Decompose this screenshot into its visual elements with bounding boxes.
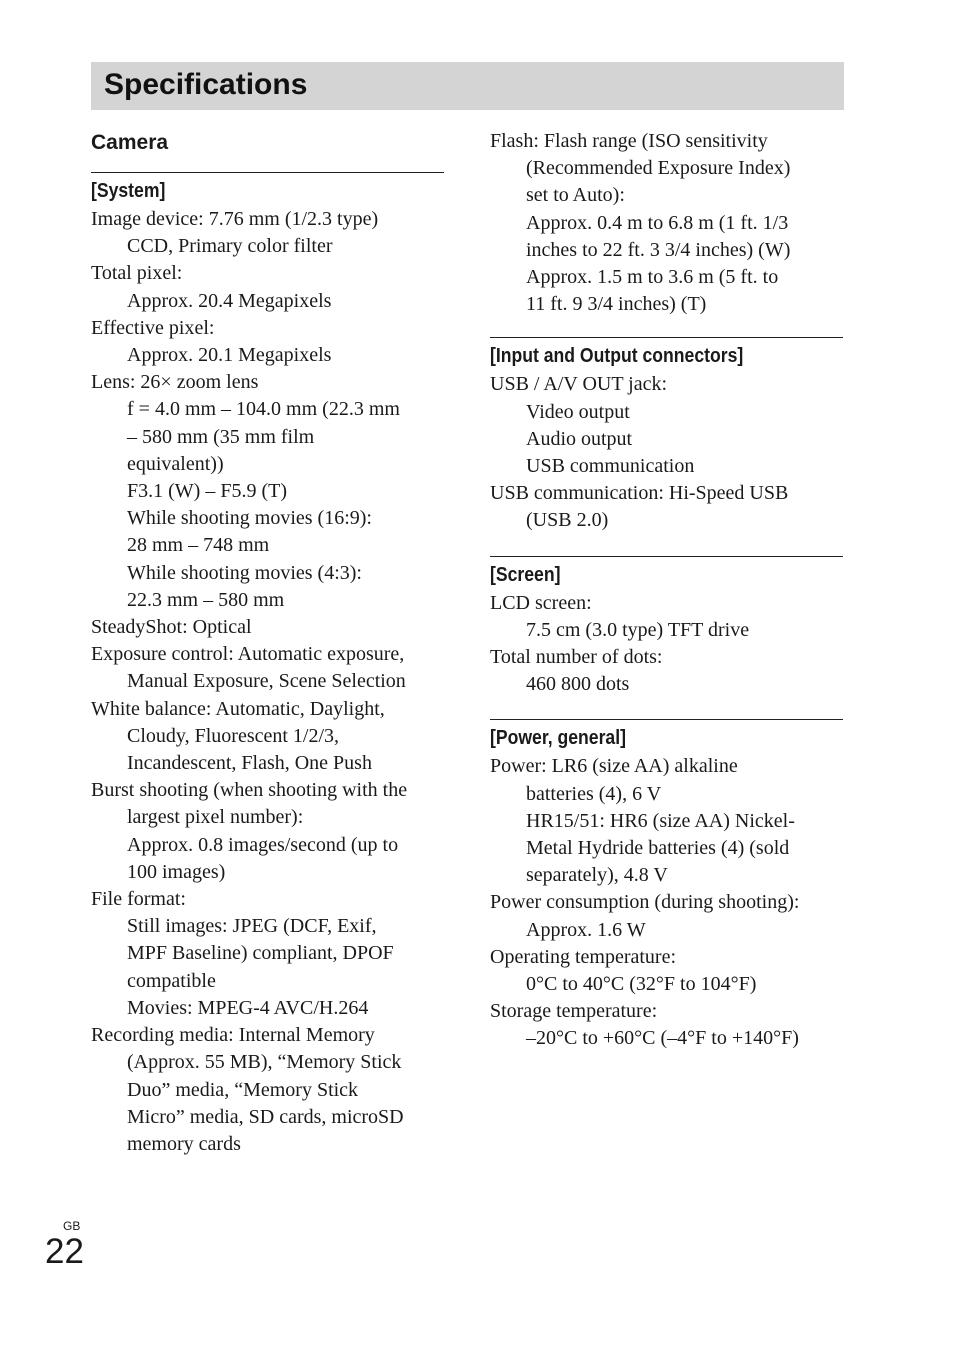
spec-line: set to Auto):	[526, 184, 625, 207]
spec-line: Lens: 26× zoom lens	[91, 371, 259, 394]
spec-list	[490, 371, 843, 534]
spec-line: LCD screen:	[490, 591, 592, 614]
spec-line: Approx. 0.4 m to 6.8 m (1 ft. 1/3	[526, 211, 789, 234]
spec-line: Recording media: Internal Memory	[91, 1024, 375, 1047]
spec-line: Movies: MPEG-4 AVC/H.264	[127, 996, 369, 1019]
spec-line: 28 mm – 748 mm	[127, 534, 270, 557]
spec-line: SteadyShot: Optical	[91, 616, 252, 639]
right-sections	[490, 337, 846, 1052]
spec-line: Total number of dots:	[490, 646, 663, 669]
spec-line: separately), 4.8 V	[526, 864, 668, 887]
spec-line: F3.1 (W) – F5.9 (T)	[127, 480, 287, 503]
left-column	[91, 128, 447, 1179]
spec-line: Storage temperature:	[490, 1000, 658, 1023]
spec-line: 100 images)	[127, 860, 226, 883]
spec-line: 7.5 cm (3.0 type) TFT drive	[526, 618, 750, 641]
spec-line: Still images: JPEG (DCF, Exif,	[127, 915, 377, 938]
spec-line: Operating temperature:	[490, 945, 677, 968]
spec-line: Metal Hydride batteries (4) (sold	[526, 837, 790, 860]
section-heading: [Power, general]	[490, 727, 626, 750]
spec-line: Approx. 1.5 m to 3.6 m (5 ft. to	[526, 266, 779, 289]
spec-line: Effective pixel:	[91, 316, 215, 339]
spec-line: Micro” media, SD cards, microSD	[127, 1105, 404, 1128]
spec-line: USB / A/V OUT jack:	[490, 373, 668, 396]
spec-line: Incandescent, Flash, One Push	[127, 752, 372, 775]
spec-line: 22.3 mm – 580 mm	[127, 588, 285, 611]
spec-line: File format:	[91, 888, 186, 911]
spec-line: (Approx. 55 MB), “Memory Stick	[127, 1051, 402, 1074]
spec-line: White balance: Automatic, Daylight,	[91, 697, 385, 720]
spec-line: –20°C to +60°C (–4°F to +140°F)	[526, 1027, 799, 1050]
camera-heading: Camera	[91, 131, 169, 154]
spec-line: Approx. 0.8 images/second (up to	[127, 833, 399, 856]
spec-list	[490, 590, 843, 699]
spec-line: 460 800 dots	[526, 673, 630, 696]
system-spec-list	[91, 206, 444, 1158]
section-heading: [Input and Output connectors]	[490, 345, 744, 368]
right-column	[490, 128, 846, 1074]
section-heading: [Screen]	[490, 563, 561, 586]
spec-line: equivalent))	[127, 452, 224, 475]
spec-line: Duo” media, “Memory Stick	[127, 1078, 359, 1101]
system-heading: [System]	[91, 180, 166, 202]
spec-line: MPF Baseline) compliant, DPOF	[127, 942, 394, 965]
page-number: 22	[45, 1232, 84, 1271]
flash-spec-list	[490, 128, 846, 318]
spec-line: Exposure control: Automatic exposure,	[91, 643, 405, 666]
spec-line: (Recommended Exposure Index)	[526, 157, 791, 180]
spec-line: USB communication: Hi-Speed USB	[490, 482, 789, 505]
spec-line: inches to 22 ft. 3 3/4 inches) (W)	[526, 238, 791, 261]
spec-line: Approx. 1.6 W	[526, 918, 646, 941]
spec-line: – 580 mm (35 mm film	[127, 425, 315, 448]
spec-line: Power: LR6 (size AA) alkaline	[490, 755, 738, 778]
spec-section	[490, 719, 843, 1052]
spec-line: Cloudy, Fluorescent 1/2/3,	[127, 724, 340, 747]
spec-line: Manual Exposure, Scene Selection	[127, 670, 406, 693]
spec-line: Image device: 7.76 mm (1/2.3 type)	[91, 208, 379, 230]
spec-line: Burst shooting (when shooting with the	[91, 779, 408, 802]
spec-line: Power consumption (during shooting):	[490, 891, 800, 914]
spec-line: While shooting movies (4:3):	[127, 561, 362, 584]
spec-line: f = 4.0 mm – 104.0 mm (22.3 mm	[127, 398, 400, 421]
spec-line: 0°C to 40°C (32°F to 104°F)	[526, 973, 757, 996]
spec-line: Total pixel:	[91, 262, 183, 285]
spec-line: While shooting movies (16:9):	[127, 507, 372, 530]
spec-line: CCD, Primary color filter	[127, 235, 333, 258]
spec-line: Flash: Flash range (ISO sensitivity	[490, 130, 768, 152]
spec-line: HR15/51: HR6 (size AA) Nickel-	[526, 809, 795, 832]
spec-line: batteries (4), 6 V	[526, 782, 662, 805]
spec-line: (USB 2.0)	[526, 509, 609, 532]
region-code: GB	[63, 1219, 81, 1233]
page-title: Specifications	[104, 68, 308, 101]
spec-line: Approx. 20.1 Megapixels	[127, 344, 332, 367]
spec-line: 11 ft. 9 3/4 inches) (T)	[526, 293, 707, 316]
spec-section	[490, 556, 843, 699]
spec-section	[490, 337, 843, 534]
spec-line: Video output	[526, 400, 630, 423]
spec-line: Approx. 20.4 Megapixels	[127, 289, 332, 312]
system-section	[91, 172, 444, 1158]
spec-line: Audio output	[526, 427, 633, 450]
spec-list	[490, 753, 843, 1052]
title-bar	[91, 62, 844, 110]
spec-line: compatible	[127, 969, 216, 992]
spec-line: memory cards	[127, 1132, 241, 1155]
spec-line: largest pixel number):	[127, 806, 304, 829]
spec-line: USB communication	[526, 455, 695, 478]
